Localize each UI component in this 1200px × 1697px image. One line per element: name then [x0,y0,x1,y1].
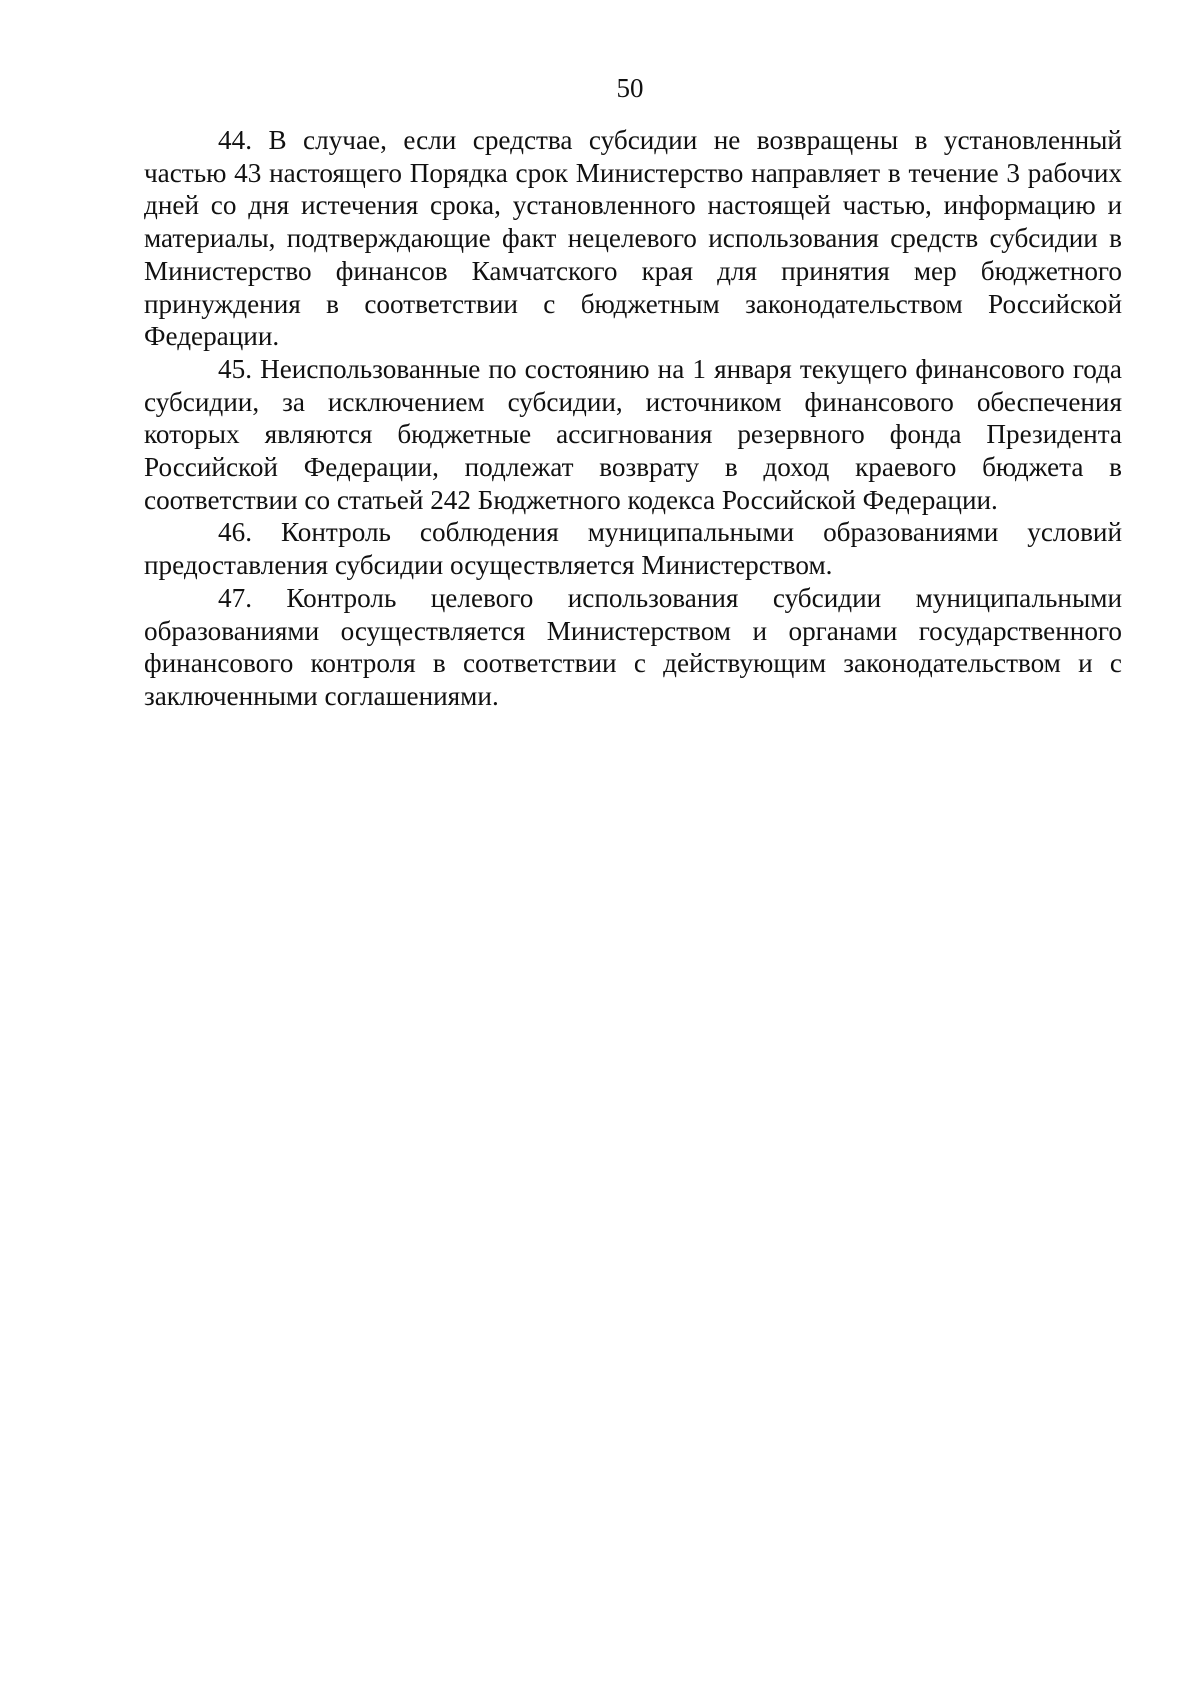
paragraph-45 [144,353,1122,517]
document-body [144,124,1122,713]
paragraph-44 [144,124,1122,353]
paragraph-text: Неиспользованные по состоянию на 1 января текущего финансового года субсидии, за исключением субсидии, источником финансового обеспечения которых являются бюджетные ассигнования резервного фонда Президента Российской Федерации, подлежат возврату в доход краевого бюджета в соответствии со статьей 242 Бюджетного кодекса Российской Федерации. [144,353,1123,515]
page-number: 50 [616,73,644,103]
paragraph-number: 45. [218,353,252,384]
paragraph-number: 46. [218,517,252,548]
paragraph-number: 44. [218,125,252,155]
paragraph-text: Контроль соблюдения муниципальными образованиями условий предоставления субсидии осуществляется Министерством. [144,517,1123,581]
paragraph-text: Контроль целевого использования субсидии муниципальными образованиями осуществляется Министерством и органами государственного финансового контроля в соответствии с действующим законодательством и с заключенными соглашениями. [144,582,1122,711]
paragraph-47 [144,582,1122,713]
paragraph-46 [144,516,1122,581]
paragraph-text: В случае, если средства субсидии не возвращены в установленный частью 43 настоящего Порядка срок Министерство направляет в течение 3 рабочих дней со дня истечения срока, установленного настоящей частью, информацию и материалы, подтверждающие факт нецелевого использования средств субсидии в Министерство финансов Камчатского края для принятия мер бюджетного принуждения в соответствии с бюджетным законодательством Российской Федерации. [144,125,1122,352]
paragraph-number: 47. [218,582,252,613]
